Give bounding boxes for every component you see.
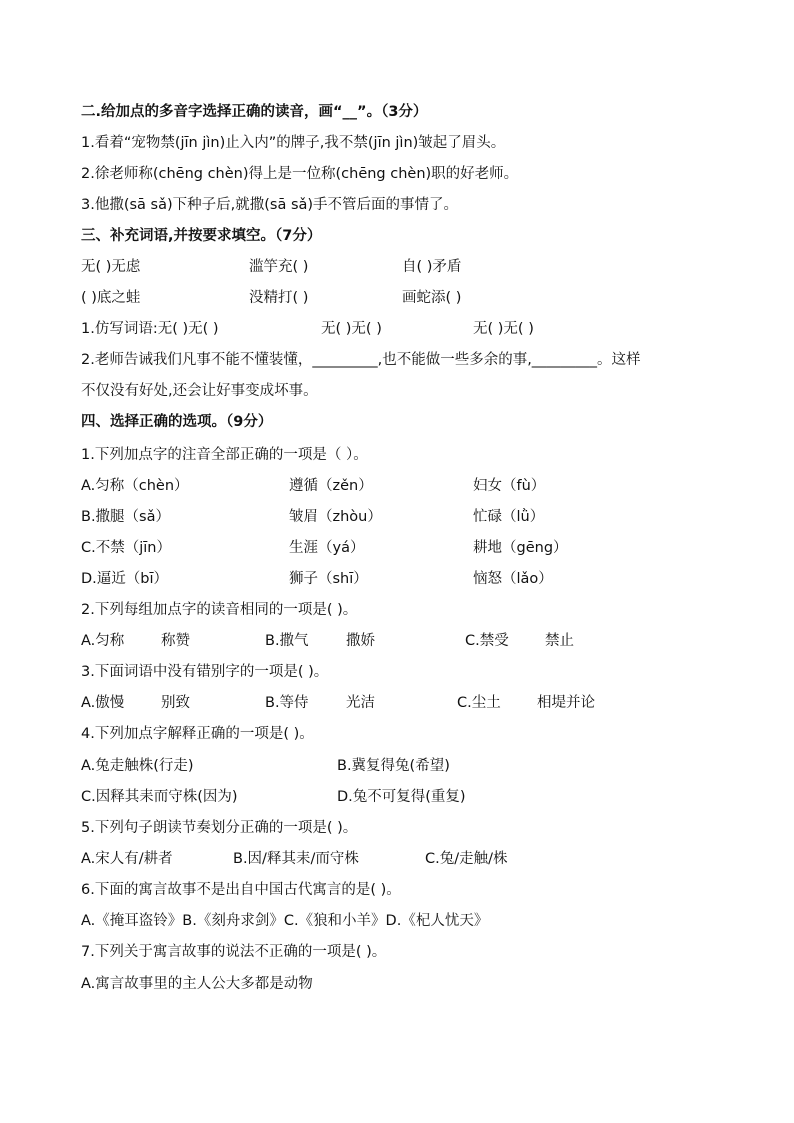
s4-q4-option-c: C.因释其耒而守株(因为) xyxy=(81,789,238,805)
s3-row2-word-3: 画蛇添( ) xyxy=(402,290,462,306)
s4-q6: 6.下面的寓言故事不是出自中国古代寓言的是( )。 xyxy=(81,882,401,898)
s4-q1-option-a-1: A.匀称（chèn） xyxy=(81,478,189,494)
section-2-heading: 二.给加点的多音字选择正确的读音，画“__”。（3分） xyxy=(81,104,428,120)
s3-q1-part-2: 无( )无( ) xyxy=(321,321,382,337)
s4-q1: 1.下列加点字的注音全部正确的一项是（ ）。 xyxy=(81,447,368,463)
s4-q3-option-a-word: 别致 xyxy=(161,695,190,711)
s4-q1-option-c-1: C.不禁（jīn） xyxy=(81,540,171,556)
s3-q2-line-1: 2.老师告诫我们凡事不能不懂装懂，_________,也不能做一些多余的事,_________。这样 xyxy=(81,352,641,368)
s4-q4-option-b: B.冀复得兔(希望) xyxy=(337,758,450,774)
s4-q5-option-c: C.兔/走触/株 xyxy=(425,851,508,867)
s4-q3: 3.下面词语中没有错别字的一项是( )。 xyxy=(81,664,329,680)
s4-q5-option-a: A.宋人有/耕者 xyxy=(81,851,173,867)
s2-line-1: 1.看着“宠物禁(jīn jìn)止入内”的牌子,我不禁(jīn jìn)皱起了眉头。 xyxy=(81,135,506,151)
s4-q1-option-c-2: 生涯（yá） xyxy=(289,540,365,556)
s3-q1-part-3: 无( )无( ) xyxy=(473,321,534,337)
s4-q1-option-d-1: D.逼近（bī） xyxy=(81,571,169,587)
s4-q5: 5.下列句子朗读节奏划分正确的一项是( )。 xyxy=(81,820,358,836)
s4-q2-option-a: A.匀称 xyxy=(81,633,125,649)
s3-row1-word-3: 自( )矛盾 xyxy=(402,259,462,275)
s4-q4: 4.下列加点字解释正确的一项是( )。 xyxy=(81,726,314,742)
s4-q2-option-c: C.禁受 xyxy=(465,633,509,649)
s4-q1-option-d-2: 狮子（shī） xyxy=(289,571,368,587)
s4-q3-option-c-word: 相堤并论 xyxy=(537,695,595,711)
section-4-heading: 四、选择正确的选项。（9分） xyxy=(81,414,273,430)
s4-q2-option-b-word: 撒娇 xyxy=(346,633,375,649)
s4-q3-option-b-word: 光洁 xyxy=(346,695,375,711)
s4-q2-option-b: B.撒气 xyxy=(265,633,309,649)
s3-row2-word-1: ( )底之蛙 xyxy=(81,290,141,306)
s4-q4-option-d: D.兔不可复得(重复) xyxy=(337,789,466,805)
s4-q2-option-a-word: 称赞 xyxy=(161,633,190,649)
s3-q2-line-2: 不仅没有好处,还会让好事变成坏事。 xyxy=(81,383,318,399)
s4-q3-option-c: C.尘土 xyxy=(457,695,501,711)
s3-row1-word-1: 无( )无虑 xyxy=(81,259,141,275)
s4-q1-option-b-2: 皱眉（zhòu） xyxy=(289,509,382,525)
s2-line-2: 2.徐老师称(chēng chèn)得上是一位称(chēng chèn)职的好老师。 xyxy=(81,166,519,182)
s4-q2: 2.下列每组加点字的读音相同的一项是( )。 xyxy=(81,602,358,618)
s3-q1-part-1: 1.仿写词语:无( )无( ) xyxy=(81,321,219,337)
s4-q7: 7.下列关于寓言故事的说法不正确的一项是( )。 xyxy=(81,944,387,960)
s4-q7-option-a: A.寓言故事里的主人公大多都是动物 xyxy=(81,976,313,992)
s4-q1-option-b-3: 忙碌（lǜ） xyxy=(473,509,545,525)
s4-q1-option-b-1: B.撒腿（sǎ） xyxy=(81,509,170,525)
s4-q6-options: A.《掩耳盗铃》B.《刻舟求剑》C.《狼和小羊》D.《杞人忧天》 xyxy=(81,913,489,929)
s4-q3-option-a: A.傲慢 xyxy=(81,695,125,711)
s4-q1-option-d-3: 恼怒（lǎo） xyxy=(473,571,553,587)
s4-q5-option-b: B.因/释其耒/而守株 xyxy=(233,851,359,867)
s2-line-3: 3.他撒(sā sǎ)下种子后,就撒(sā sǎ)手不管后面的事情了。 xyxy=(81,197,459,213)
s3-row1-word-2: 滥竽充( ) xyxy=(249,259,309,275)
s4-q2-option-c-word: 禁止 xyxy=(545,633,574,649)
s4-q1-option-a-3: 妇女（fù） xyxy=(473,478,546,494)
s3-row2-word-2: 没精打( ) xyxy=(249,290,309,306)
s4-q1-option-c-3: 耕地（gēng） xyxy=(473,540,568,556)
section-3-heading: 三、补充词语,并按要求填空。（7分） xyxy=(81,228,322,244)
s4-q4-option-a: A.兔走触株(行走) xyxy=(81,758,194,774)
s4-q3-option-b: B.等侍 xyxy=(265,695,309,711)
s4-q1-option-a-2: 遵循（zěn） xyxy=(289,478,373,494)
